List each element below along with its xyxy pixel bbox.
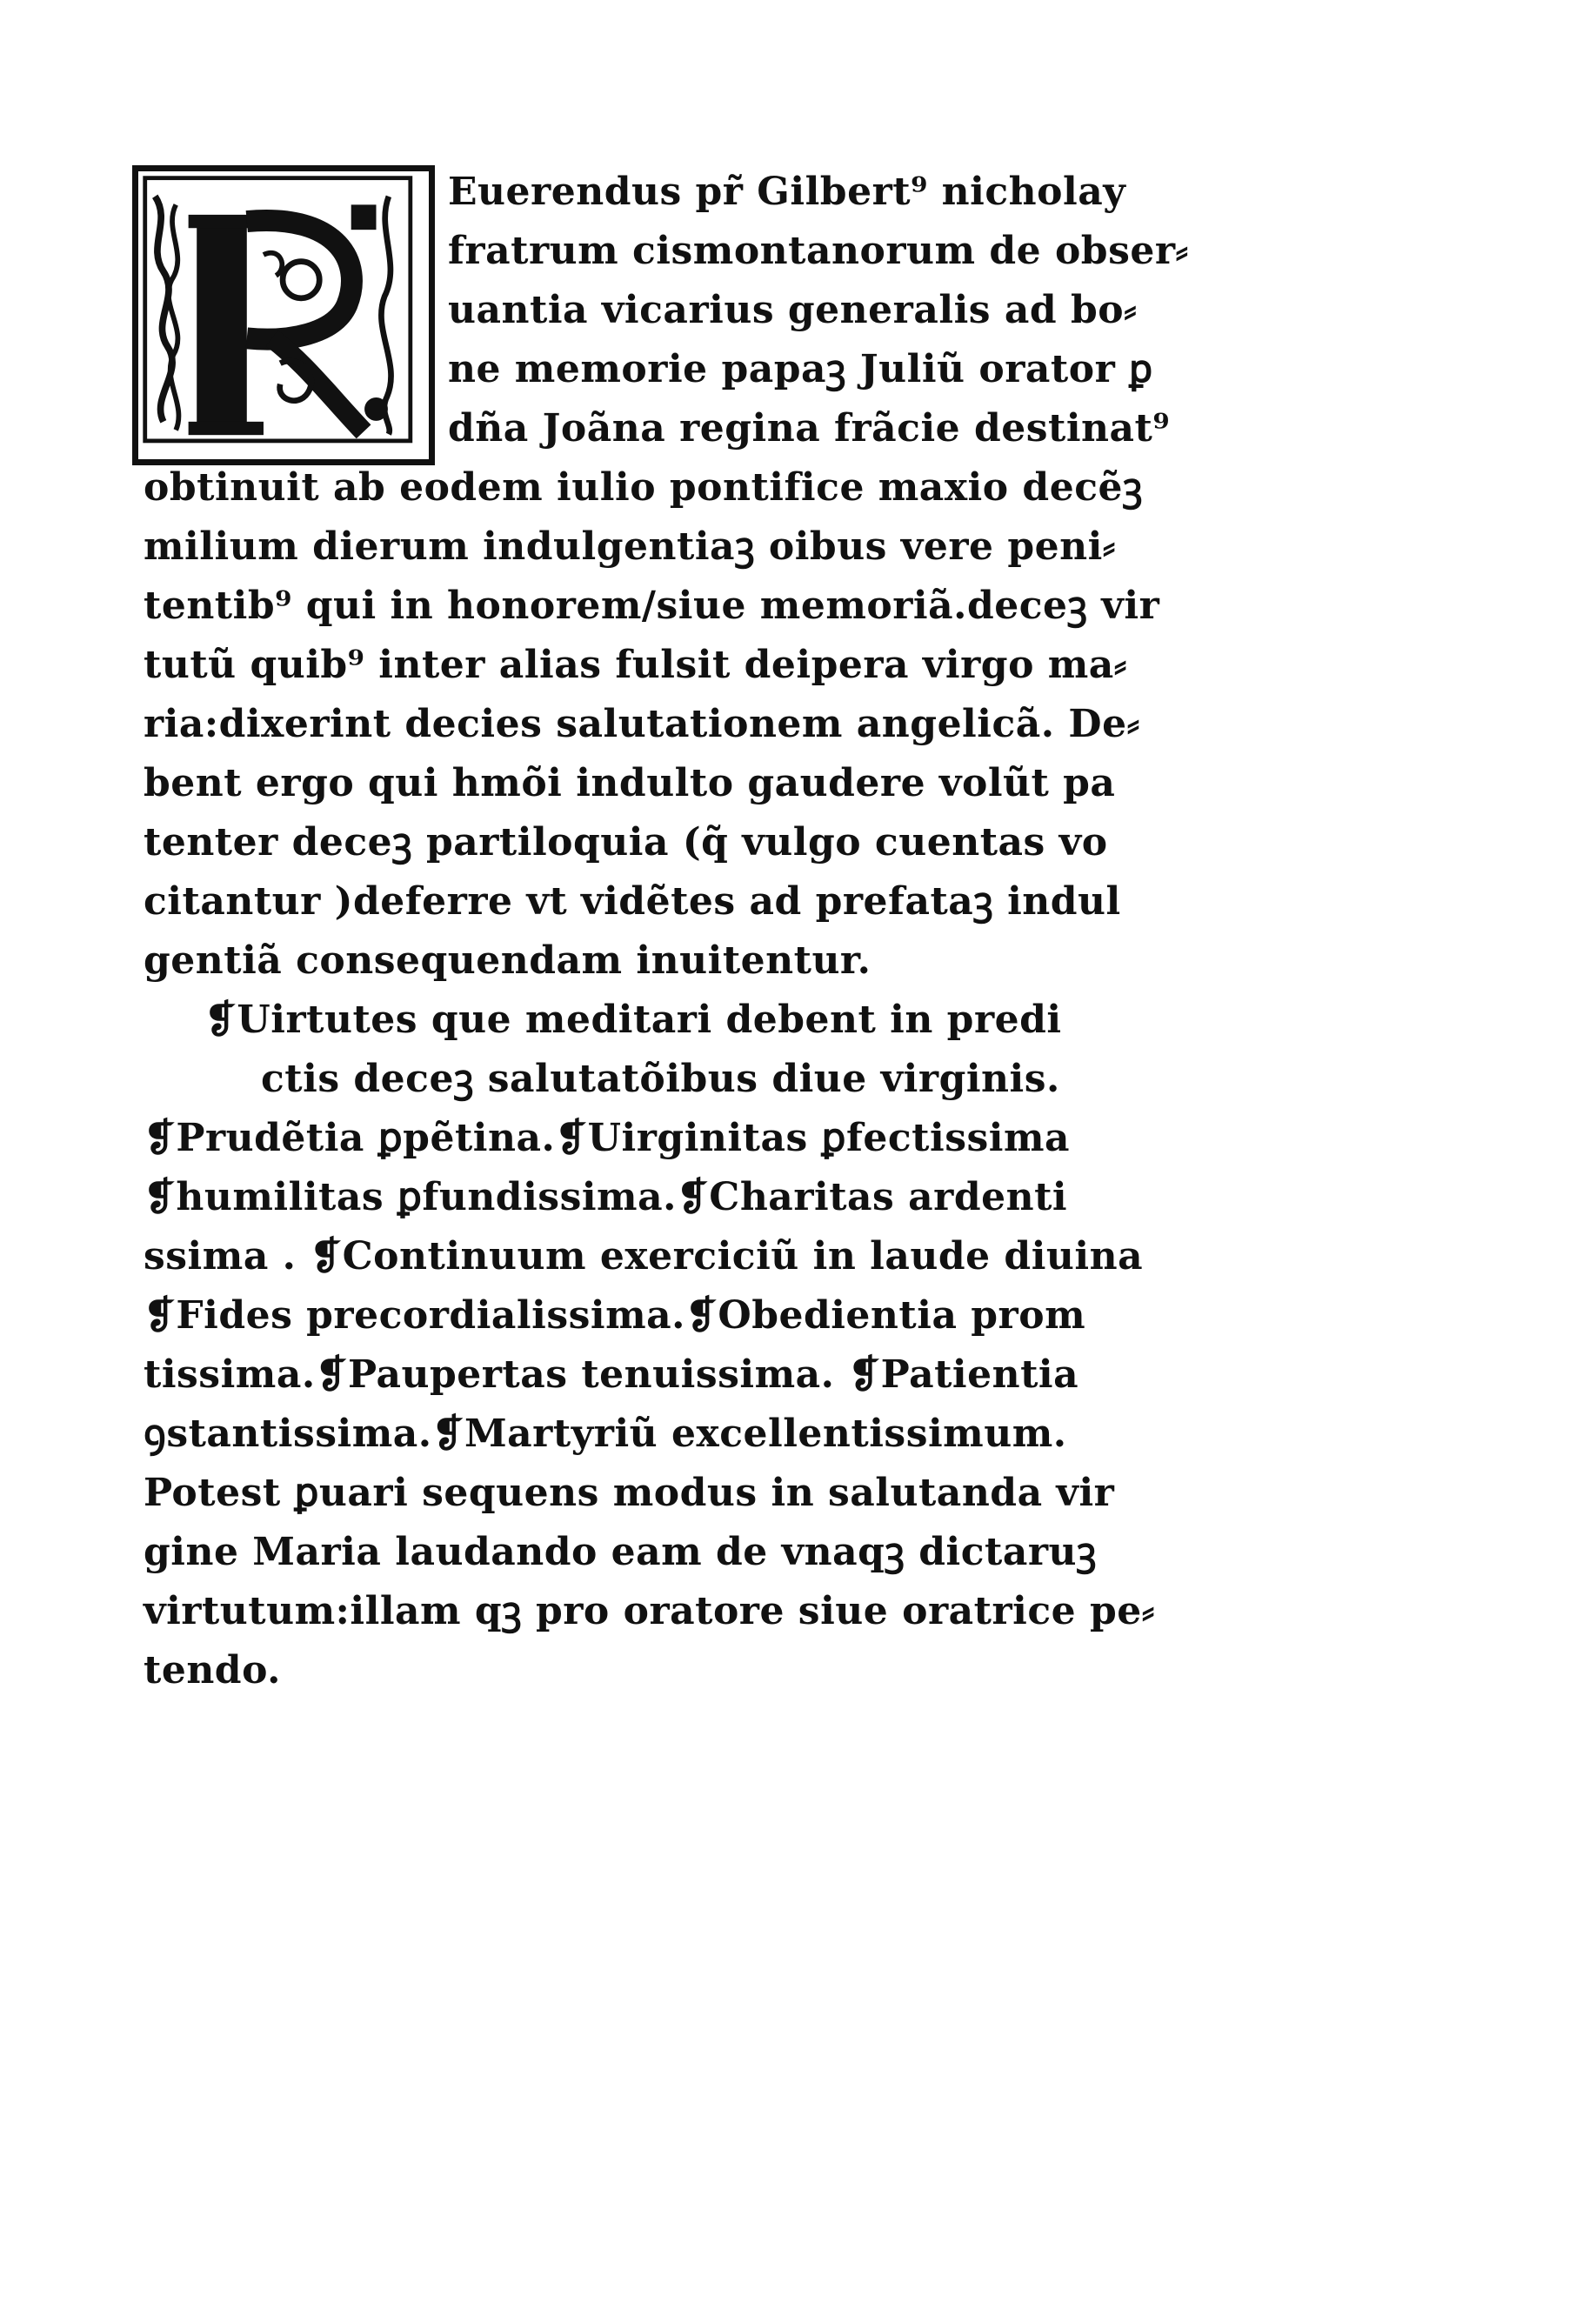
text-line: ria:dixerint decies salutationem angelicã. De⸗	[144, 702, 1140, 746]
text-line: dña Joãna regina frãcie destinat⁹	[448, 406, 1171, 451]
text-line: tissima.❡Paupertas tenuissima. ❡Patientia	[144, 1352, 1079, 1397]
text-line: tenter deceꝫ partiloquia (q̃ vulgo cuentas vo	[144, 820, 1108, 865]
section-heading: ❡Uirtutes que meditari debent in predi	[204, 998, 1062, 1042]
text-line: ssima . ❡Continuum exerciciũ in laude diuina	[144, 1234, 1144, 1279]
text-line: gine Maria laudando eam de vnaqꝫ dictaruꝫ	[144, 1530, 1097, 1574]
text-line: obtinuit ab eodem iulio pontifice maxio decẽꝫ	[144, 465, 1143, 510]
text-line: virtutum:illam qꝫ pro oratore siue oratrice pe⸗	[144, 1589, 1155, 1633]
text-line: ❡Prudẽtia ꝑpẽtina.❡Uirginitas ꝑfectissima	[144, 1116, 1071, 1160]
text-line: bent ergo qui hmõi indulto gaudere volũt pa	[144, 761, 1116, 805]
text-line: milium dierum indulgentiaꝫ oibus vere peni⸗	[144, 524, 1116, 569]
text-line: Potest ꝑuari sequens modus in salutanda vir	[144, 1471, 1115, 1515]
text-line: ꝯstantissima.❡Martyriũ excellentissimum.	[144, 1412, 1067, 1456]
text-line: ❡humilitas ꝑfundissima.❡Charitas ardenti	[144, 1175, 1068, 1219]
decorated-initial	[132, 165, 435, 465]
text-line: fratrum cismontanorum de obser⸗	[448, 229, 1189, 273]
text-line: tendo.	[144, 1648, 281, 1692]
text-line: Euerendus pr̃ Gilbert⁹ nicholay	[448, 170, 1126, 214]
text-line: gentiã consequendam inuitentur.	[144, 938, 871, 983]
text-line: tutũ quib⁹ inter alias fulsit deipera virgo ma⸗	[144, 643, 1127, 687]
text-line: tentib⁹ qui in honorem/siue memoriã.deceꝫ vir	[144, 584, 1160, 628]
text-line: citantur )deferre vt vidẽtes ad prefataꝫ indul	[144, 879, 1121, 924]
initial-letter	[138, 171, 429, 459]
text-line: ne memorie papaꝫ Juliũ orator ꝑ	[448, 347, 1153, 391]
text-line: ❡Fides precordialissima.❡Obedientia prom	[144, 1293, 1086, 1338]
section-heading: ctis deceꝫ salutatõibus diue virginis.	[261, 1057, 1060, 1101]
text-line: uantia vicarius generalis ad bo⸗	[448, 288, 1138, 332]
